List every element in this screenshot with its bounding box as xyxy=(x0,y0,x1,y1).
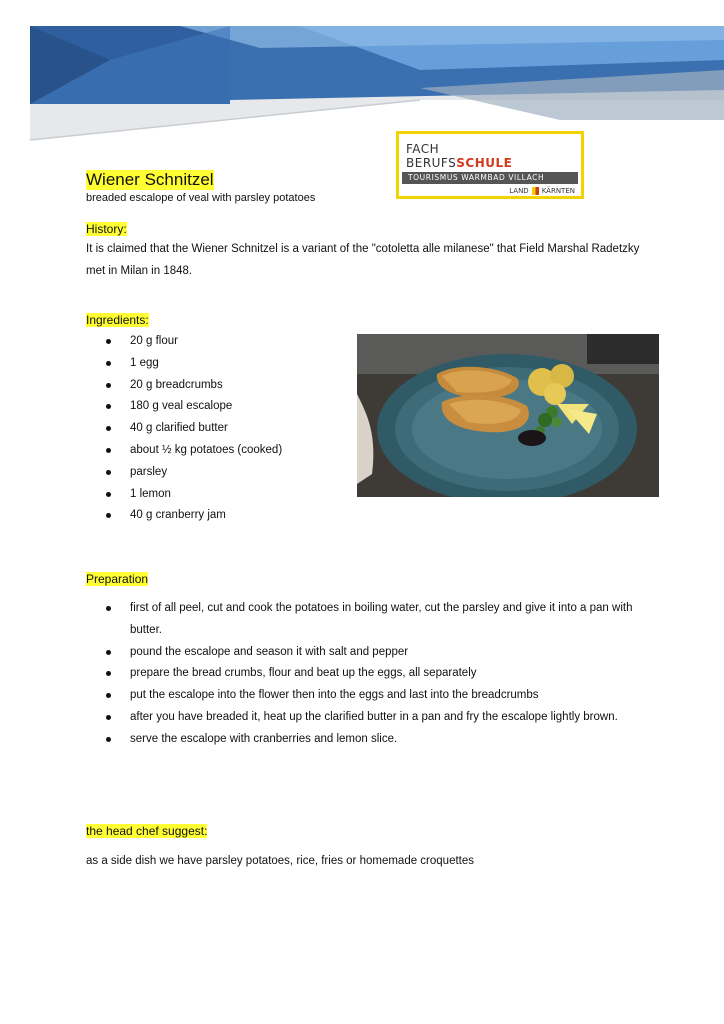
logo-line-2a: BERUFS xyxy=(406,156,457,170)
ingredient-item: 1 lemon xyxy=(86,484,346,506)
preparation-heading: Preparation xyxy=(86,572,149,586)
school-logo xyxy=(396,131,584,199)
logo-bar: TOURISMUS WARMBAD VILLACH xyxy=(402,172,578,184)
coat-of-arms-icon xyxy=(532,187,539,195)
chef-text: as a side dish we have parsley potatoes, rice, fries or homemade croquettes xyxy=(86,855,475,867)
logo-land-right: KÄRNTEN xyxy=(541,187,575,195)
ingredient-item: 40 g clarified butter xyxy=(86,418,346,440)
ingredients-list xyxy=(86,331,346,527)
ingredient-item: 20 g breadcrumbs xyxy=(86,375,346,397)
ingredient-item: 1 egg xyxy=(86,353,346,375)
preparation-step: pound the escalope and season it with salt and pepper xyxy=(86,642,646,664)
preparation-step: prepare the bread crumbs, flour and beat up the eggs, all separately xyxy=(86,663,646,685)
ingredient-item: 180 g veal escalope xyxy=(86,396,346,418)
preparation-list xyxy=(86,598,646,751)
logo-land xyxy=(509,187,575,195)
history-text: It is claimed that the Wiener Schnitzel is a variant of the "cotoletta alle milanese" that Field Marshal Radetzky met in Milan in 1848. xyxy=(86,243,640,277)
preparation-step: serve the escalope with cranberries and lemon slice. xyxy=(86,729,646,751)
preparation-step: put the escalope into the flower then into the eggs and last into the breadcrumbs xyxy=(86,685,646,707)
recipe-title: Wiener Schnitzel xyxy=(86,170,214,189)
schnitzel-photo xyxy=(357,334,659,497)
logo-line-2b: SCHULE xyxy=(456,156,513,170)
logo-line-1: FACH xyxy=(406,142,440,156)
logo-land-left: LAND xyxy=(509,187,529,195)
recipe-subtitle: breaded escalope of veal with parsley potatoes xyxy=(86,192,316,204)
chef-heading: the head chef suggest: xyxy=(86,824,208,838)
preparation-step: after you have breaded it, heat up the clarified butter in a pan and fry the escalope lightly brown. xyxy=(86,707,646,729)
ingredient-item: 20 g flour xyxy=(86,331,346,353)
ingredients-heading: Ingredients: xyxy=(86,313,149,327)
preparation-step: first of all peel, cut and cook the potatoes in boiling water, cut the parsley and give it into a pan with butter. xyxy=(86,598,646,642)
ingredient-item: 40 g cranberry jam xyxy=(86,505,346,527)
ingredient-item: parsley xyxy=(86,462,346,484)
header-banner xyxy=(0,0,724,145)
history-heading: History: xyxy=(86,222,127,236)
logo-line-2 xyxy=(406,156,512,170)
ingredient-item: about ½ kg potatoes (cooked) xyxy=(86,440,346,462)
